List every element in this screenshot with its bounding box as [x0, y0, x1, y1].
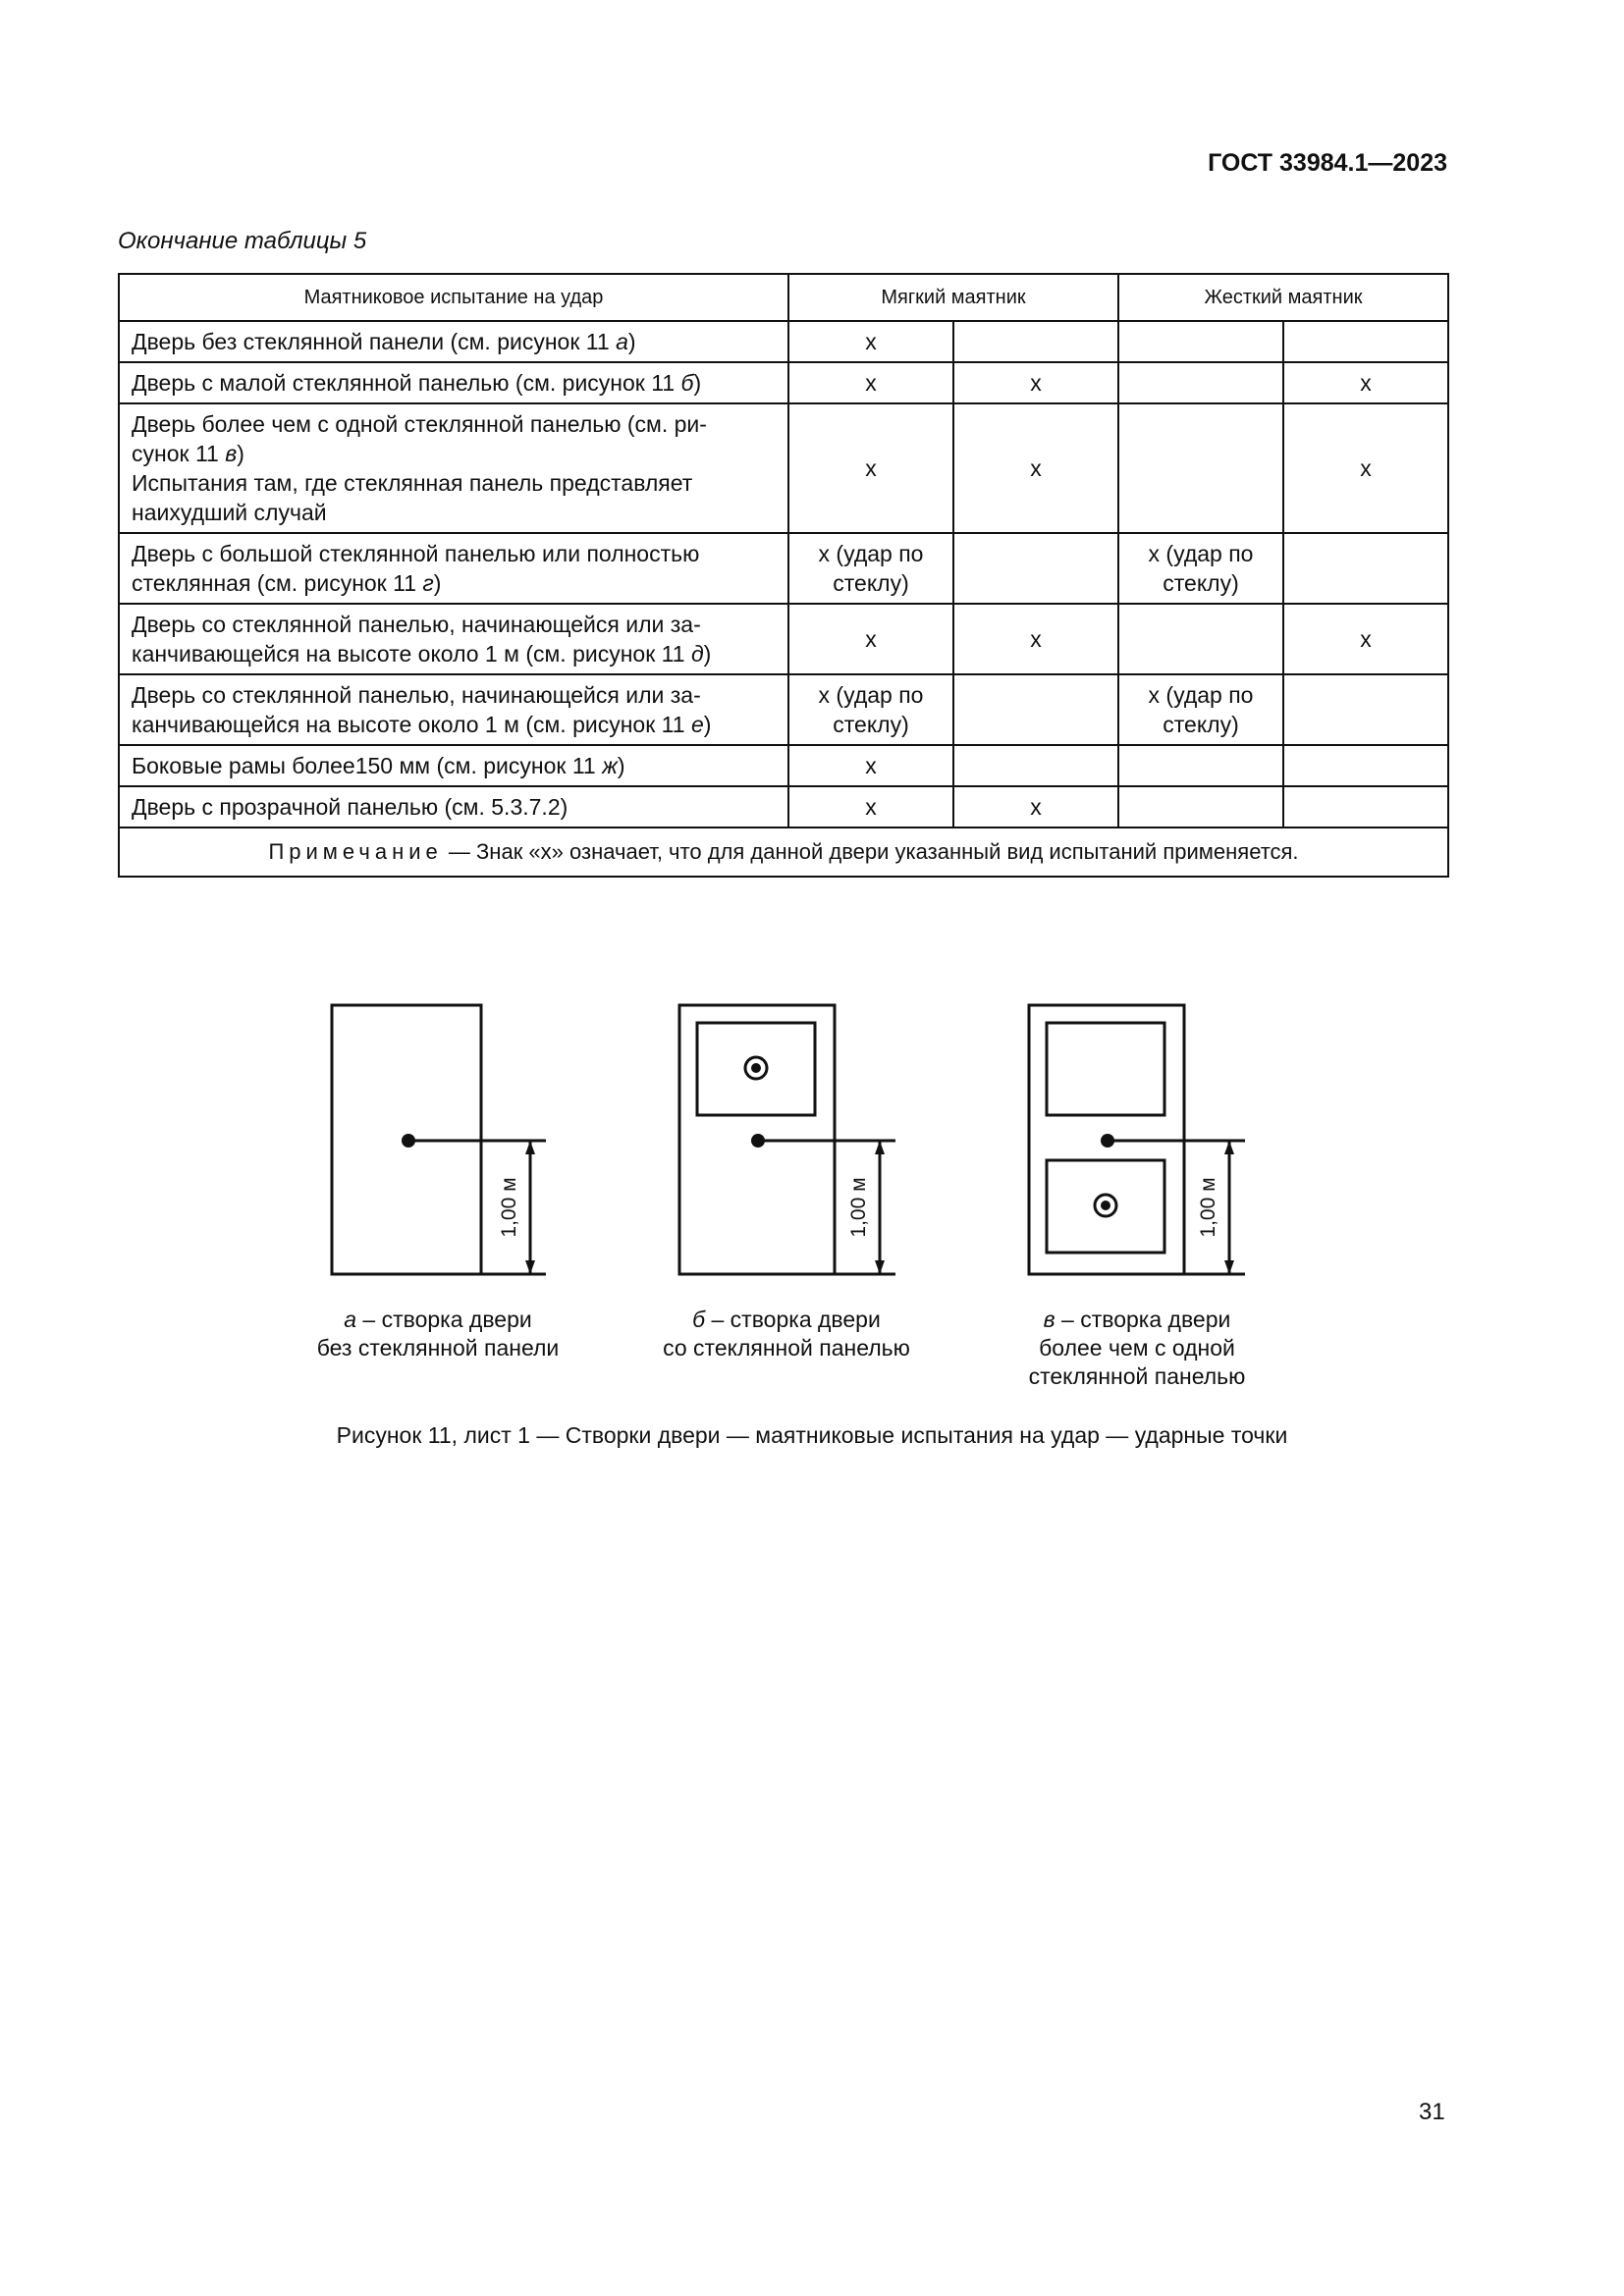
row-description-tail: ): [693, 370, 702, 396]
test-mark-cell: x: [788, 321, 953, 362]
header-hard-pendulum: Жесткий маятник: [1118, 274, 1448, 321]
glass-impact-point-b: [751, 1063, 761, 1073]
table-row: [119, 674, 1448, 745]
glass-panel-upper-v: [1047, 1023, 1164, 1115]
test-mark-cell: [1283, 786, 1448, 828]
test-mark-cell: [1118, 604, 1283, 674]
test-mark-cell: [953, 321, 1118, 362]
test-mark-cell: x: [788, 362, 953, 403]
row-description: [119, 786, 788, 828]
test-mark-cell: [1283, 674, 1448, 745]
figure-reference: ж: [602, 753, 618, 778]
test-mark-cell: x (удар по стеклу): [1118, 674, 1283, 745]
dimension-label-b: 1,00 м: [847, 1177, 870, 1238]
page-number: 31: [1419, 2099, 1445, 2125]
header-soft-pendulum: Мягкий маятник: [788, 274, 1118, 321]
test-mark-cell: x: [953, 403, 1118, 533]
subfigure-letter-a: а: [344, 1307, 357, 1332]
test-mark-cell: [1118, 745, 1283, 786]
test-mark-cell: x: [1283, 362, 1448, 403]
test-mark-cell: [1283, 321, 1448, 362]
subfigure-v-line3: стеклянной панелью: [1028, 1363, 1246, 1389]
row-description: [119, 403, 788, 533]
test-mark-cell: [1118, 321, 1283, 362]
arrow-down-b: [875, 1260, 885, 1274]
subfigure-caption-v: [975, 1306, 1299, 1391]
row-description: [119, 533, 788, 604]
subfigure-a-line1: – створка двери: [356, 1307, 532, 1332]
row-description-text: Дверь со стеклянной панелью, начинающейся или за- канчивающейся на высоте около 1 м (см. рисунок 11: [132, 612, 701, 667]
arrow-up-a: [525, 1141, 535, 1154]
table-row: [119, 786, 1448, 828]
arrow-down-a: [525, 1260, 535, 1274]
test-mark-cell: x (удар по стеклу): [788, 533, 953, 604]
impact-test-table: [118, 273, 1449, 878]
arrow-up-b: [875, 1141, 885, 1154]
row-description-tail: ) Испытания там, где стеклянная панель представляет наихудший случай: [132, 441, 693, 525]
row-description-tail: ): [433, 570, 442, 596]
row-description-tail: ): [617, 753, 625, 778]
row-description-tail: ): [627, 329, 636, 354]
row-description-text: Дверь со стеклянной панелью, начинающейся или за- канчивающейся на высоте около 1 м (см. рисунок 11: [132, 682, 701, 737]
figure-reference: в: [225, 441, 238, 466]
door-impact-figure: [295, 982, 1335, 1306]
test-mark-cell: x: [953, 362, 1118, 403]
table-header-row: [119, 274, 1448, 321]
figure-reference: г: [422, 570, 434, 596]
row-description: [119, 745, 788, 786]
row-description-tail: ): [703, 712, 712, 737]
glass-impact-point-v: [1101, 1201, 1110, 1210]
arrow-down-v: [1224, 1260, 1234, 1274]
test-mark-cell: x (удар по стеклу): [788, 674, 953, 745]
test-mark-cell: [1118, 786, 1283, 828]
subfigure-caption-a: [276, 1306, 600, 1362]
table-row: [119, 403, 1448, 533]
figure-caption: Рисунок 11, лист 1 — Створки двери — маятниковые испытания на удар — ударные точки: [336, 1422, 1288, 1448]
row-description: [119, 604, 788, 674]
table-caption: Окончание таблицы 5: [118, 228, 367, 254]
impact-point-a: [402, 1134, 415, 1148]
row-description: [119, 674, 788, 745]
table-row: [119, 533, 1448, 604]
row-description-text: Дверь более чем с одной стеклянной панелью (см. ри- сунок 11: [132, 411, 707, 466]
table-note: [119, 828, 1448, 877]
figure-reference: е: [690, 712, 704, 737]
test-mark-cell: x: [1283, 403, 1448, 533]
test-mark-cell: [1118, 362, 1283, 403]
subfigure-a-line2: без стеклянной панели: [316, 1335, 560, 1361]
row-description-text: Дверь с большой стеклянной панелью или полностью стеклянная (см. рисунок 11: [132, 541, 700, 596]
figure-reference: д: [690, 641, 704, 667]
test-mark-cell: x: [788, 786, 953, 828]
test-mark-cell: [953, 745, 1118, 786]
test-mark-cell: x: [1283, 604, 1448, 674]
test-mark-cell: x: [953, 786, 1118, 828]
impact-point-v: [1101, 1134, 1114, 1148]
subfigure-v-line2: более чем с одной: [1039, 1335, 1235, 1361]
note-label: Примечание: [268, 839, 443, 864]
test-mark-cell: [1283, 533, 1448, 604]
test-mark-cell: [1283, 745, 1448, 786]
document-number: ГОСТ 33984.1—2023: [1208, 149, 1447, 177]
test-mark-cell: [953, 533, 1118, 604]
test-mark-cell: x (удар по стеклу): [1118, 533, 1283, 604]
row-description: [119, 362, 788, 403]
table-row: [119, 362, 1448, 403]
arrow-up-v: [1224, 1141, 1234, 1154]
test-mark-cell: x: [953, 604, 1118, 674]
row-description-text: Дверь с прозрачной панелью (см. 5.3.7.2): [132, 794, 568, 820]
subfigure-letter-b: б: [692, 1307, 706, 1332]
subfigure-v-line1: – створка двери: [1055, 1307, 1231, 1332]
row-description-text: Дверь без стеклянной панели (см. рисунок 11: [132, 329, 617, 354]
subfigure-b-line2: со стеклянной панелью: [663, 1335, 910, 1361]
test-mark-cell: x: [788, 745, 953, 786]
table-row: [119, 745, 1448, 786]
dimension-label-a: 1,00 м: [498, 1177, 520, 1238]
test-mark-cell: [953, 674, 1118, 745]
note-row: [119, 828, 1448, 877]
header-test-type: Маятниковое испытание на удар: [119, 274, 788, 321]
table-row: [119, 321, 1448, 362]
subfigure-caption-b: [624, 1306, 948, 1362]
row-description: [119, 321, 788, 362]
row-description-tail: ): [703, 641, 712, 667]
row-description-text: Дверь с малой стеклянной панелью (см. рисунок 11: [132, 370, 681, 396]
figure-reference: б: [680, 370, 694, 396]
table-row: [119, 604, 1448, 674]
note-text: — Знак «x» означает, что для данной двери указанный вид испытаний применяется.: [442, 839, 1299, 864]
dimension-label-v: 1,00 м: [1197, 1177, 1219, 1238]
impact-point-b: [751, 1134, 765, 1148]
row-description-text: Боковые рамы более150 мм (см. рисунок 11: [132, 753, 603, 778]
figure-reference: а: [616, 329, 628, 354]
subfigure-letter-v: в: [1043, 1307, 1056, 1332]
test-mark-cell: x: [788, 604, 953, 674]
test-mark-cell: x: [788, 403, 953, 533]
subfigure-b-line1: – створка двери: [705, 1307, 881, 1332]
test-mark-cell: [1118, 403, 1283, 533]
